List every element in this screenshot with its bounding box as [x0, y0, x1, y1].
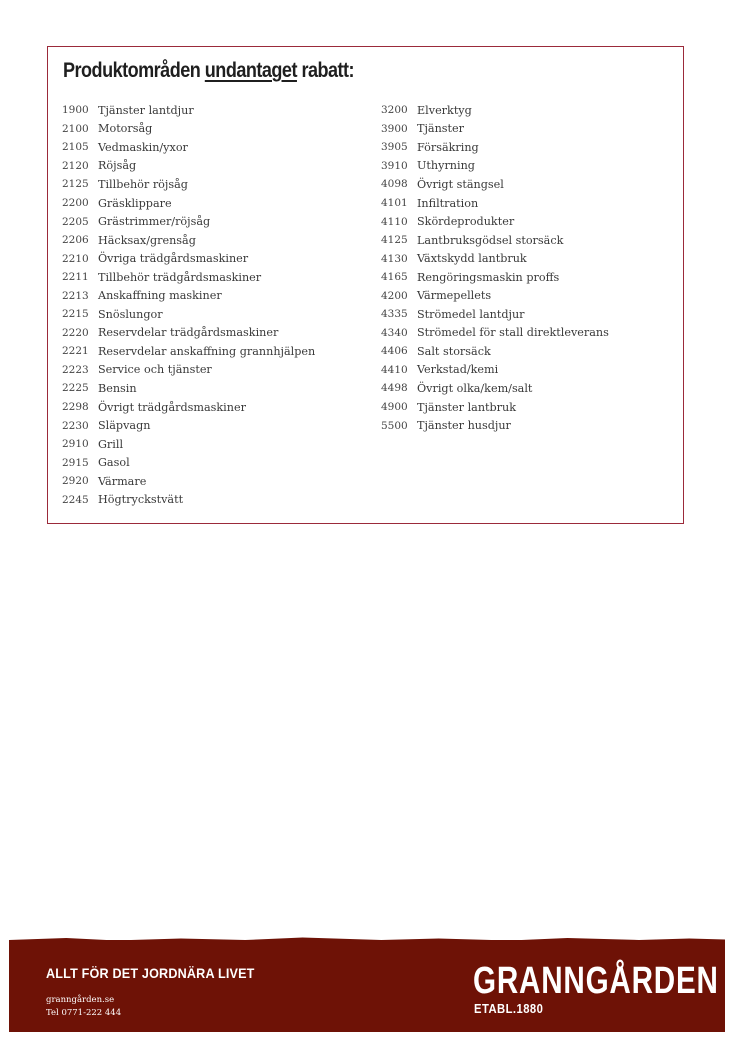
- heading-text-start: Produktområden: [63, 59, 201, 82]
- product-name: Service och tjänster: [98, 363, 212, 377]
- product-name: Elverktyg: [417, 103, 472, 117]
- product-code: 4900: [381, 401, 408, 414]
- product-name: Grill: [98, 437, 124, 451]
- product-code: 2920: [62, 475, 89, 488]
- product-code: 2211: [62, 271, 89, 284]
- product-name: Tjänster lantbruk: [417, 400, 517, 414]
- product-row: [62, 175, 315, 194]
- product-row: [62, 101, 315, 120]
- product-name: Tillbehör trädgårdsmaskiner: [98, 270, 262, 284]
- product-name: Snöslungor: [98, 307, 163, 321]
- product-row: [381, 138, 609, 157]
- product-row: [381, 342, 609, 361]
- product-name: Motorsåg: [98, 122, 153, 136]
- product-name: Värmare: [98, 474, 147, 488]
- product-row: [62, 305, 315, 324]
- product-row: [381, 194, 609, 213]
- product-row: [62, 268, 315, 287]
- product-name: Reservdelar trädgårdsmaskiner: [98, 326, 279, 340]
- product-name: Strömedel för stall direktleverans: [417, 326, 609, 340]
- product-code: 2205: [62, 215, 89, 228]
- product-name: Tjänster: [417, 122, 465, 136]
- product-row: [62, 342, 315, 361]
- product-code: 3905: [381, 141, 408, 154]
- product-name: Värmepellets: [417, 289, 492, 303]
- product-name: Salt storsäck: [417, 344, 491, 358]
- footer-tagline: ALLT FÖR DET JORDNÄRA LIVET: [46, 965, 255, 981]
- product-row: [62, 324, 315, 343]
- product-name: Släpvagn: [98, 419, 151, 433]
- product-code: 4406: [381, 345, 408, 358]
- left-product-list: [62, 101, 315, 509]
- product-code: 4498: [381, 382, 408, 395]
- product-name: Högtryckstvätt: [98, 493, 184, 507]
- product-row: [381, 324, 609, 343]
- product-name: Skördeprodukter: [417, 215, 515, 229]
- product-row: [381, 286, 609, 305]
- page-heading: [63, 59, 354, 83]
- product-row: [62, 249, 315, 268]
- product-row: [62, 435, 315, 454]
- product-name: Grästrimmer/röjsåg: [98, 215, 211, 229]
- product-code: 5500: [381, 419, 408, 432]
- brand-logo-text: GRANNGÅRDEN: [473, 960, 719, 1002]
- product-row: [62, 212, 315, 231]
- product-code: 4125: [381, 234, 408, 247]
- product-code: 1900: [62, 104, 89, 117]
- product-code: 2220: [62, 326, 89, 339]
- product-row: [381, 416, 609, 435]
- product-row: [62, 286, 315, 305]
- product-row: [381, 212, 609, 231]
- product-code: 4410: [381, 363, 408, 376]
- footer-phone: Tel 0771-222 444: [46, 1008, 122, 1018]
- product-name: Övriga trädgårdsmaskiner: [98, 252, 249, 266]
- product-name: Vedmaskin/yxor: [98, 140, 188, 154]
- right-product-list: [381, 101, 609, 435]
- product-code: 4165: [381, 271, 408, 284]
- product-row: [381, 361, 609, 380]
- product-row: [381, 231, 609, 250]
- product-row: [62, 416, 315, 435]
- product-row: [62, 157, 315, 176]
- product-code: 4200: [381, 289, 408, 302]
- product-code: 2298: [62, 401, 89, 414]
- product-code: 2213: [62, 289, 89, 302]
- product-row: [381, 101, 609, 120]
- footer-website-link[interactable]: granngården.se: [46, 995, 115, 1005]
- product-row: [62, 490, 315, 509]
- product-name: Övrigt olka/kem/salt: [417, 381, 533, 395]
- product-row: [381, 249, 609, 268]
- excluded-products-box: [47, 46, 684, 524]
- product-name: Övrigt stängsel: [417, 177, 504, 191]
- product-code: 4340: [381, 326, 408, 339]
- product-row: [62, 379, 315, 398]
- product-code: 2221: [62, 345, 89, 358]
- product-row: [381, 379, 609, 398]
- product-row: [62, 398, 315, 417]
- product-name: Tjänster lantdjur: [98, 103, 194, 117]
- product-name: Strömedel lantdjur: [417, 307, 525, 321]
- product-row: [62, 231, 315, 250]
- product-code: 2215: [62, 308, 89, 321]
- product-row: [62, 138, 315, 157]
- product-name: Tjänster husdjur: [417, 419, 511, 433]
- product-name: Övrigt trädgårdsmaskiner: [98, 400, 246, 414]
- product-code: 2206: [62, 234, 89, 247]
- product-name: Anskaffning maskiner: [98, 289, 222, 303]
- product-name: Tillbehör röjsåg: [98, 177, 188, 191]
- product-code: 2120: [62, 159, 89, 172]
- product-code: 3200: [381, 104, 408, 117]
- product-code: 3900: [381, 122, 408, 135]
- product-code: 2100: [62, 122, 89, 135]
- product-row: [62, 472, 315, 491]
- product-name: Häcksax/grensåg: [98, 233, 196, 247]
- product-code: 2230: [62, 419, 89, 432]
- product-code: 2225: [62, 382, 89, 395]
- heading-underlined-word: undantaget: [204, 59, 297, 82]
- product-code: 2210: [62, 252, 89, 265]
- product-row: [62, 453, 315, 472]
- product-row: [381, 175, 609, 194]
- product-name: Försäkring: [417, 140, 479, 154]
- product-row: [62, 120, 315, 139]
- footer-contact: [46, 994, 121, 1020]
- footer-banner: [9, 940, 725, 1032]
- product-row: [62, 361, 315, 380]
- product-name: Infiltration: [417, 196, 479, 210]
- brand-established: ETABL.1880: [474, 1002, 544, 1016]
- product-code: 4101: [381, 197, 408, 209]
- heading-text-end: rabatt:: [301, 59, 355, 82]
- product-code: 2245: [62, 493, 89, 506]
- product-name: Bensin: [98, 381, 137, 395]
- product-row: [381, 120, 609, 139]
- product-name: Verkstad/kemi: [417, 363, 499, 377]
- product-code: 3910: [381, 159, 408, 172]
- product-code: 4098: [381, 178, 408, 191]
- product-name: Uthyrning: [417, 159, 475, 173]
- product-code: 4130: [381, 252, 408, 265]
- product-name: Lantbruksgödsel storsäck: [417, 233, 564, 247]
- product-code: 4110: [381, 215, 408, 228]
- product-code: 2915: [62, 456, 89, 469]
- product-name: Röjsåg: [98, 159, 137, 173]
- product-name: Rengöringsmaskin proffs: [417, 270, 560, 284]
- product-row: [62, 194, 315, 213]
- product-name: Reservdelar anskaffning grannhjälpen: [98, 344, 316, 358]
- product-code: 2105: [62, 141, 89, 154]
- product-code: 2223: [62, 363, 89, 376]
- product-code: 2125: [62, 178, 89, 191]
- product-name: Gräsklippare: [98, 196, 172, 210]
- product-row: [381, 305, 609, 324]
- product-row: [381, 268, 609, 287]
- product-code: 4335: [381, 308, 408, 321]
- product-name: Växtskydd lantbruk: [417, 252, 527, 266]
- product-name: Gasol: [98, 456, 130, 470]
- product-code: 2910: [62, 438, 89, 451]
- product-code: 2200: [62, 197, 89, 209]
- product-row: [381, 398, 609, 417]
- product-row: [381, 157, 609, 176]
